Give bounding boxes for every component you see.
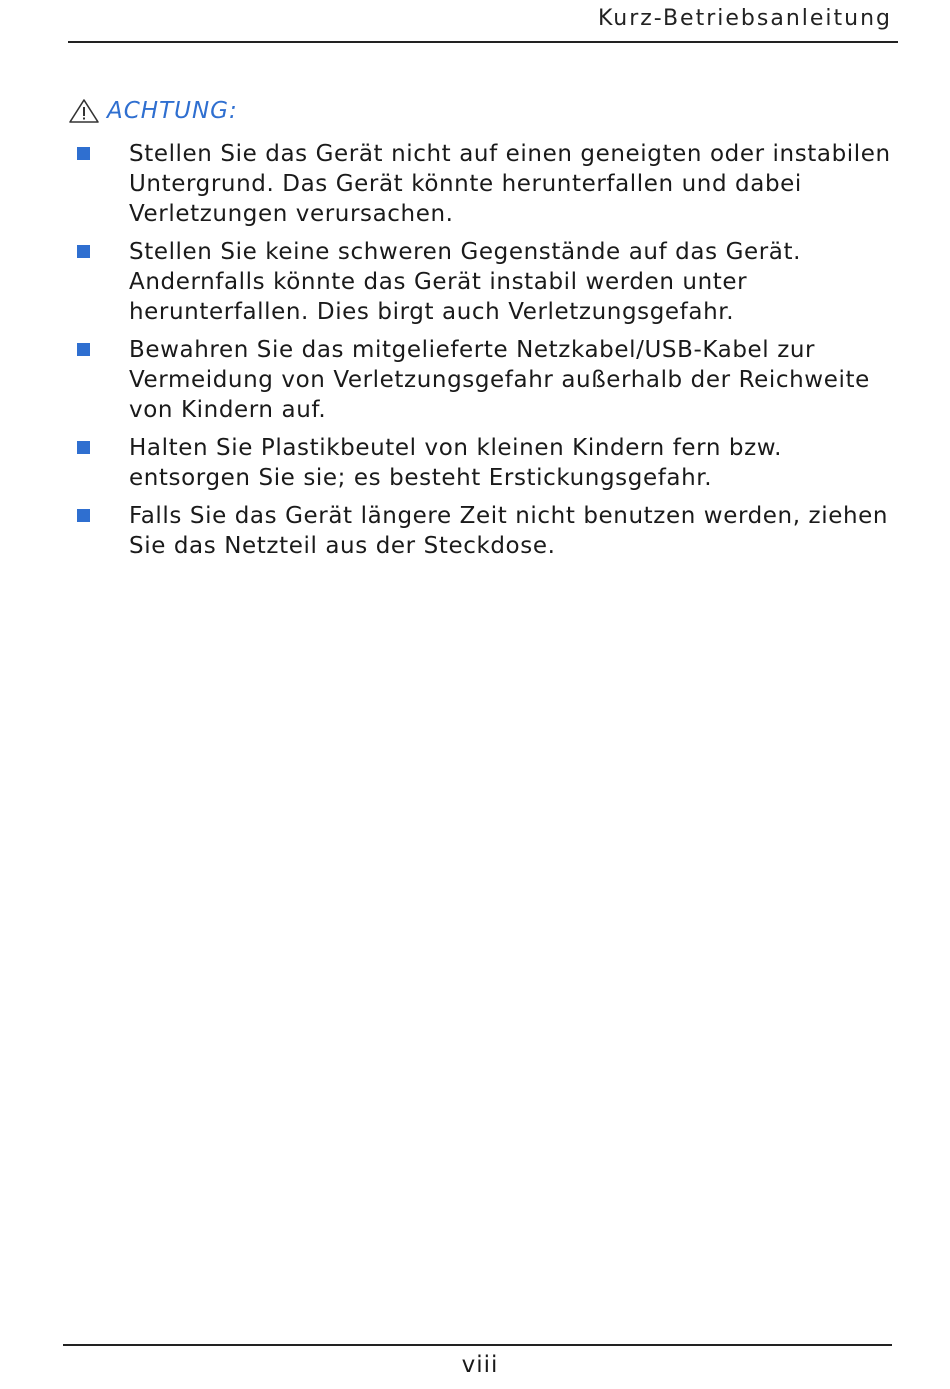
header-divider <box>68 41 898 43</box>
warning-heading <box>68 98 238 124</box>
list-item-text: Halten Sie Plastikbeutel von kleinen Kindern fern bzw. entsorgen Sie sie; es besteht Erstickungsgefahr. <box>129 435 782 491</box>
square-bullet-icon <box>77 343 90 356</box>
list-item-text: Stellen Sie keine schweren Gegenstände auf das Gerät. Andernfalls könnte das Gerät instabil werden unter herunterfallen. Dies birgt auch Verletzungsgefahr. <box>129 239 802 325</box>
warning-triangle-icon <box>68 98 100 124</box>
list-item-text: Bewahren Sie das mitgelieferte Netzkabel/USB-Kabel zur Vermeidung von Verletzungsgefahr außerhalb der Reichweite von Kindern auf. <box>129 337 870 423</box>
square-bullet-icon <box>77 147 90 160</box>
list-item <box>0 335 950 425</box>
square-bullet-icon <box>77 441 90 454</box>
list-item <box>0 237 950 327</box>
list-item <box>0 501 950 561</box>
list-item-text: Falls Sie das Gerät längere Zeit nicht benutzen werden, ziehen Sie das Netzteil aus der Steckdose. <box>129 503 889 559</box>
square-bullet-icon <box>77 245 90 258</box>
square-bullet-icon <box>77 509 90 522</box>
list-item-text: Stellen Sie das Gerät nicht auf einen geneigten oder instabilen Untergrund. Das Gerät könnte herunterfallen und dabei Verletzungen verursachen. <box>129 141 891 227</box>
footer-divider <box>63 1344 892 1346</box>
warning-heading-label: ACHTUNG: <box>107 98 238 124</box>
list-item <box>0 139 950 229</box>
warning-list <box>0 139 950 569</box>
page-number: viii <box>461 1352 499 1378</box>
running-header-title: Kurz-Betriebsanleitung <box>597 6 892 31</box>
list-item <box>0 433 950 493</box>
